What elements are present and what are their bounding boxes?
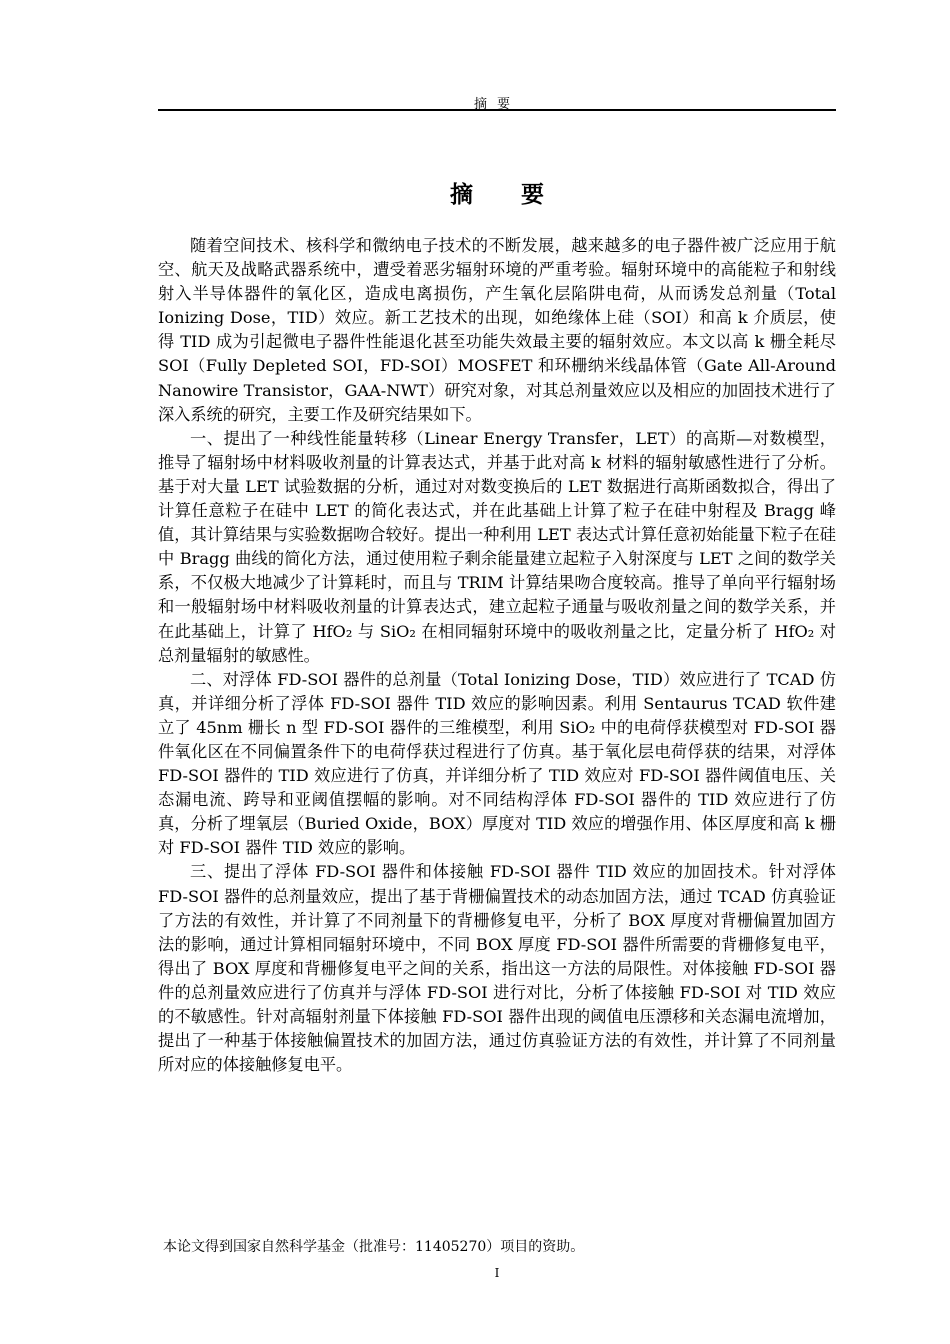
abstract-paragraph-3: 三、提出了浮体 FD-SOI 器件和体接触 FD-SOI 器件 TID 效应的加固技术。针对浮体 FD-SOI 器件的总剂量效应，提出了基于背栅偏置技术的动态加固方法，通过 TCAD 仿真验证了方法的有效性，并计算了不同剂量下的背栅修复电平，分析了 BOX 厚度对背栅偏置加固方法的影响，通过计算相同辐射环境中，不同 BOX 厚度 FD-SOI 器件所需要的背栅修复电平，得出了 BOX 厚度和背栅修复电平之间的关系，指出这一方法的局限性。对体接触 FD-SOI 器件的总剂量效应进行了仿真并与浮体 FD-SOI 进行对比，分析了体接触 FD-SOI 对 TID 效应的不敏感性。针对高辐射剂量下体接触 FD-SOI 器件出现的阈值电压漂移和关态漏电流增加，提出了一种基于体接触偏置技术的加固方法，通过仿真验证方法的有效性，并计算了不同剂量所对应的体接触修复电平。: [158, 862, 836, 1075]
page-number: I: [494, 1266, 500, 1280]
funding-note: 本论文得到国家自然科学基金（批准号：11405270）项目的资助。: [163, 1239, 585, 1255]
abstract-paragraph-1: 一、提出了一种线性能量转移（Linear Energy Transfer，LET）的高斯—对数模型，推导了辐射场中材料吸收剂量的计算表达式，并基于此对高 k 材料的辐射敏感性进行了分析。基于对大量 LET 试验数据的分析，通过对对数变换后的 LET 数据进行高斯函数拟合，得出了计算任意粒子在硅中 LET 的简化表达式，并在此基础上计算了粒子在硅中射程及 Bragg 峰值，其计算结果与实验数据吻合较好。提出一种利用 LET 表达式计算任意初始能量下粒子在硅中 Bragg 曲线的简化方法，通过使用粒子剩余能量建立起粒子入射深度与 LET 之间的数学关系，不仅极大地减少了计算耗时，而且与 TRIM 计算结果吻合度较高。推导了单向平行辐射场和一般辐射场中材料吸收剂量的计算表达式，建立起粒子通量与吸收剂量之间的数学关系，并在此基础上，计算了 HfO₂ 与 SiO₂ 在相同辐射环境中的吸收剂量之比，定量分析了 HfO₂ 对总剂量辐射的敏感性。: [158, 428, 836, 665]
running-header: 摘要: [473, 97, 520, 112]
page-title: 摘 要: [449, 181, 564, 208]
abstract-paragraph-2: 二、对浮体 FD-SOI 器件的总剂量（Total Ionizing Dose，TID）效应进行了 TCAD 仿真，并详细分析了浮体 FD-SOI 器件 TID 效应的影响因素。利用 Sentaurus TCAD 软件建立了 45nm 栅长 n 型 FD-SOI 器件的三维模型，利用 SiO₂ 中的电荷俘获模型对 FD-SOI 器件氧化区在不同偏置条件下的电荷俘获过程进行了仿真。基于氧化层电荷俘获的结果，对浮体 FD-SOI 器件的 TID 效应进行了仿真，并详细分析了 TID 效应对 FD-SOI 器件阈值电压、关态漏电流、跨导和亚阈值摆幅的影响。对不同结构浮体 FD-SOI 器件的 TID 效应进行了仿真，分析了埋氧层（Buried Oxide，BOX）厚度对 TID 效应的增强作用、体区厚度和高 k 栅对 FD-SOI 器件 TID 效应的影响。: [158, 669, 836, 858]
abstract-paragraph-intro: 随着空间技术、核科学和微纳电子技术的不断发展，越来越多的电子器件被广泛应用于航空、航天及战略武器系统中，遭受着恶劣辐射环境的严重考验。辐射环境中的高能粒子和射线射入半导体器件的氧化区，造成电离损伤，产生氧化层陷阱电荷，从而诱发总剂量（Total Ionizing Dose，TID）效应。新工艺技术的出现，如绝缘体上硅（SOI）和高 k 介质层，使得 TID 成为引起微电子器件性能退化甚至功能失效最主要的辐射效应。本文以高 k 栅全耗尽 SOI（Fully Depleted SOI，FD-SOI）MOSFET 和环栅纳米线晶体管（Gate All-Around Nanowire Transistor，GAA-NWT）研究对象，对其总剂量效应以及相应的加固技术进行了深入系统的研究，主要工作及研究结果如下。: [158, 236, 836, 424]
abstract-body: [158, 234, 836, 1077]
header-divider: [158, 109, 836, 111]
